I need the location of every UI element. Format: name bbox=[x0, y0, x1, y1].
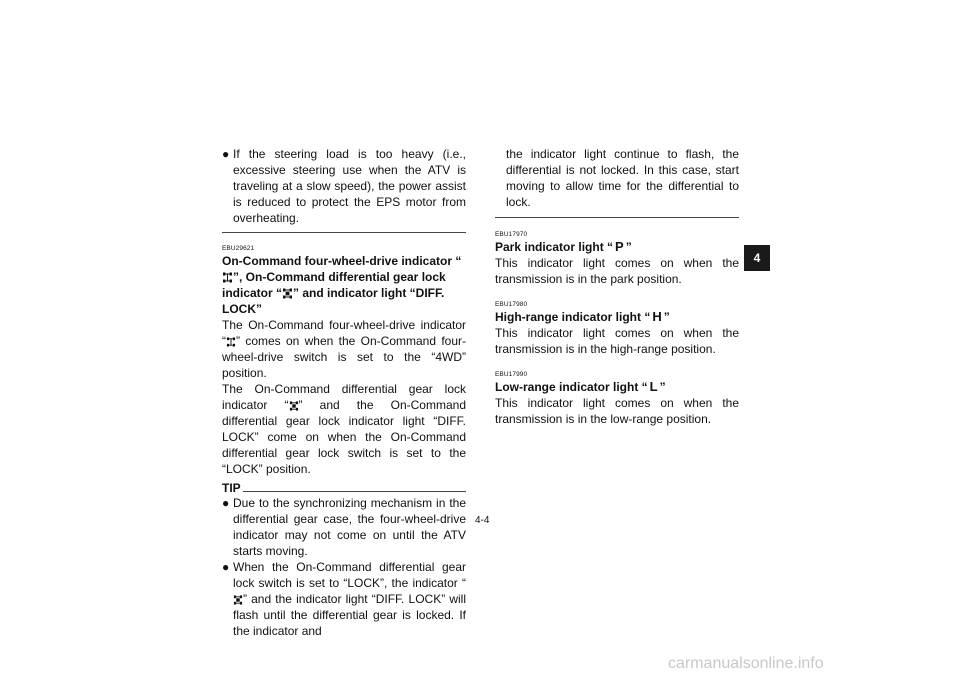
diff-lock-icon bbox=[289, 401, 299, 411]
tip-header bbox=[222, 481, 466, 495]
divider bbox=[495, 217, 739, 218]
bullet-text: If the steering load is too heavy (i.e., excessive steering use when the ATV is traveling at a slow speed), the power assist is reduced to protect the EPS motor from overheating. bbox=[233, 147, 466, 225]
divider bbox=[222, 232, 466, 233]
high-heading: High-range indicator light “ H ” bbox=[495, 309, 670, 324]
high-indicator-icon: H bbox=[652, 309, 662, 324]
tip-label: TIP bbox=[222, 481, 241, 495]
four-wheel-drive-icon bbox=[222, 272, 233, 283]
four-wheel-drive-icon bbox=[226, 337, 236, 347]
steering-load-note bbox=[222, 146, 466, 226]
low-section bbox=[495, 371, 739, 427]
section-code: EBU17990 bbox=[495, 371, 528, 378]
section-code: EBU17980 bbox=[495, 301, 528, 308]
low-heading: Low-range indicator light “ L ” bbox=[495, 379, 666, 394]
difflock-description: The On-Command differential gear lock indicator “ ” and the On-Command differential gear lock indicator light “DIFF. LOCK” come on when the On-Command differential gear lock switch is set to the “LOCK” position. bbox=[222, 382, 466, 476]
left-column bbox=[222, 146, 466, 639]
low-indicator-icon: L bbox=[649, 379, 658, 394]
chapter-tab: 4 bbox=[744, 245, 770, 271]
park-text: This indicator light comes on when the transmission is in the park position. bbox=[495, 256, 739, 286]
tip-item bbox=[222, 559, 466, 639]
tip-text: When the On-Command differential gear lock switch is set to “LOCK”, the indicator “” and the indicator light “DIFF. LOCK” will flash until the differential gear is locked. If the indicator and bbox=[233, 560, 466, 638]
park-heading: Park indicator light “ P ” bbox=[495, 239, 632, 254]
low-text: This indicator light comes on when the transmission is in the low-range position. bbox=[495, 396, 739, 426]
section-code: EBU17970 bbox=[495, 231, 528, 238]
diff-lock-icon bbox=[282, 288, 293, 299]
right-column bbox=[495, 146, 739, 427]
bullet-icon: ● bbox=[222, 560, 230, 574]
watermark: carmanualsonline.info bbox=[668, 655, 824, 672]
tip-continuation: the indicator light continue to flash, the differential is not locked. In this case, start moving to allow time for the differential to lock. bbox=[506, 147, 739, 209]
tip-rule bbox=[243, 491, 466, 492]
page-number: 4-4 bbox=[475, 515, 490, 526]
park-section bbox=[495, 231, 739, 287]
section-code: EBU29621 bbox=[222, 245, 255, 252]
section-heading: On-Command four-wheel-drive indicator “”, On-Command differential gear lock indicator “ ” and indicator light “DIFF. LOCK” bbox=[222, 254, 462, 316]
fourwd-description: The On-Command four-wheel-drive indicator “ ” comes on when the On-Command four-wheel-drive switch is set to the “4WD” position. bbox=[222, 318, 466, 380]
bullet-icon: ● bbox=[222, 147, 230, 161]
tip-text: Due to the synchronizing mechanism in the differential gear case, the four-wheel-drive indicator may not come on until the ATV starts moving. bbox=[233, 496, 466, 558]
tip-item bbox=[222, 495, 466, 559]
high-section bbox=[495, 301, 739, 357]
park-indicator-icon: P bbox=[615, 239, 624, 254]
high-text: This indicator light comes on when the transmission is in the high-range position. bbox=[495, 326, 739, 356]
bullet-icon: ● bbox=[222, 496, 230, 510]
diff-lock-icon bbox=[233, 595, 243, 605]
